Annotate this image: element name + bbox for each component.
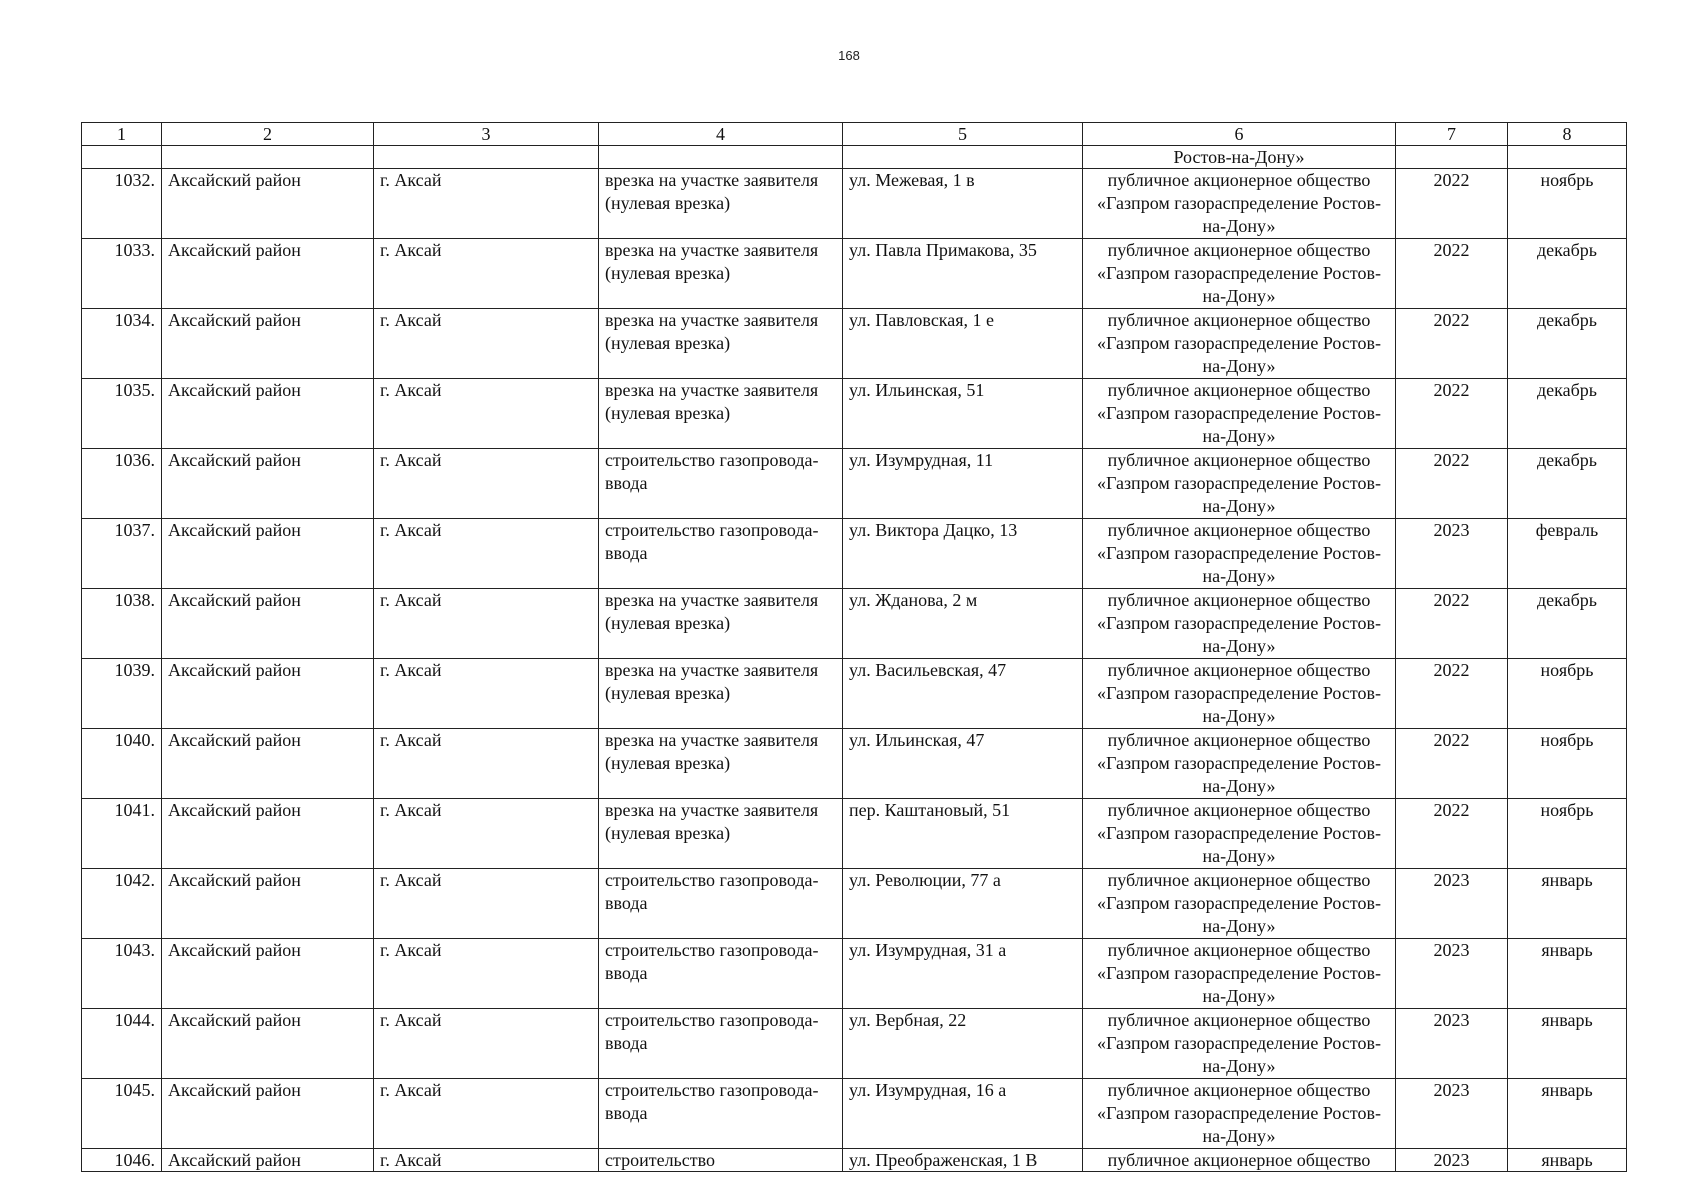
cell-work: врезка на участке заявителя (нулевая врезка) [599, 659, 843, 729]
table-row [82, 1079, 1627, 1149]
cell-year: 2022 [1396, 589, 1508, 659]
table-row [82, 869, 1627, 939]
cell-month: ноябрь [1508, 729, 1627, 799]
cell-district: Аксайский район [162, 169, 374, 239]
cell-work: строительство газопровода-ввода [599, 1009, 843, 1079]
cell-address: ул. Павловская, 1 е [843, 309, 1083, 379]
cell-organization: публичное акционерное общество «Газпром газораспределение Ростов-на-Дону» [1083, 519, 1396, 589]
cell-year: 2022 [1396, 449, 1508, 519]
cell-city: г. Аксай [374, 1009, 599, 1079]
cell-organization: публичное акционерное общество «Газпром газораспределение Ростов-на-Дону» [1083, 309, 1396, 379]
cell-num [82, 146, 162, 169]
cell-organization: публичное акционерное общество «Газпром газораспределение Ростов-на-Дону» [1083, 729, 1396, 799]
cell-organization: публичное акционерное общество «Газпром газораспределение Ростов-на-Дону» [1083, 449, 1396, 519]
cell-month: ноябрь [1508, 799, 1627, 869]
cell-city: г. Аксай [374, 659, 599, 729]
cell-work [599, 146, 843, 169]
cell-year: 2023 [1396, 519, 1508, 589]
cell-work: строительство газопровода-ввода [599, 1079, 843, 1149]
cell-address: ул. Революции, 77 а [843, 869, 1083, 939]
cell-year: 2022 [1396, 729, 1508, 799]
cell-work: строительство газопровода-ввода [599, 519, 843, 589]
cell-num: 1045. [82, 1079, 162, 1149]
cell-city: г. Аксай [374, 309, 599, 379]
cell-address: ул. Ильинская, 47 [843, 729, 1083, 799]
table-header [82, 123, 1627, 146]
cell-work: врезка на участке заявителя (нулевая врезка) [599, 379, 843, 449]
table-row [82, 379, 1627, 449]
cell-city: г. Аксай [374, 1149, 599, 1172]
cell-district: Аксайский район [162, 519, 374, 589]
header-col-4: 4 [599, 123, 843, 146]
table-row [82, 729, 1627, 799]
cell-city: г. Аксай [374, 379, 599, 449]
cell-work: врезка на участке заявителя (нулевая врезка) [599, 729, 843, 799]
cell-year: 2023 [1396, 939, 1508, 1009]
gasification-plan-table [81, 122, 1627, 1172]
table-row [82, 1149, 1627, 1172]
header-col-8: 8 [1508, 123, 1627, 146]
cell-organization: публичное акционерное общество «Газпром газораспределение Ростов-на-Дону» [1083, 1009, 1396, 1079]
cell-city: г. Аксай [374, 729, 599, 799]
cell-num: 1032. [82, 169, 162, 239]
cell-address: ул. Павла Примакова, 35 [843, 239, 1083, 309]
cell-year: 2023 [1396, 869, 1508, 939]
cell-organization: публичное акционерное общество «Газпром газораспределение Ростов-на-Дону» [1083, 799, 1396, 869]
cell-work: строительство [599, 1149, 843, 1172]
cell-organization: публичное акционерное общество «Газпром газораспределение Ростов-на-Дону» [1083, 1079, 1396, 1149]
cell-year: 2022 [1396, 659, 1508, 729]
cell-num: 1042. [82, 869, 162, 939]
cell-num: 1034. [82, 309, 162, 379]
cell-year: 2022 [1396, 239, 1508, 309]
cell-year: 2023 [1396, 1009, 1508, 1079]
cell-month: январь [1508, 1149, 1627, 1172]
header-col-3: 3 [374, 123, 599, 146]
cell-year: 2023 [1396, 1149, 1508, 1172]
cell-city: г. Аксай [374, 519, 599, 589]
cell-district: Аксайский район [162, 1079, 374, 1149]
cell-city: г. Аксай [374, 939, 599, 1009]
cell-city: г. Аксай [374, 449, 599, 519]
cell-work: врезка на участке заявителя (нулевая врезка) [599, 589, 843, 659]
cell-district: Аксайский район [162, 659, 374, 729]
cell-month: январь [1508, 869, 1627, 939]
cell-num: 1035. [82, 379, 162, 449]
cell-district: Аксайский район [162, 799, 374, 869]
cell-address: ул. Ильинская, 51 [843, 379, 1083, 449]
cell-month: январь [1508, 1009, 1627, 1079]
cell-address: ул. Изумрудная, 31 а [843, 939, 1083, 1009]
cell-organization: Ростов-на-Дону» [1083, 146, 1396, 169]
cell-month: ноябрь [1508, 169, 1627, 239]
table-row [82, 589, 1627, 659]
cell-work: врезка на участке заявителя (нулевая врезка) [599, 799, 843, 869]
cell-month: декабрь [1508, 379, 1627, 449]
cell-month: декабрь [1508, 449, 1627, 519]
table-row [82, 239, 1627, 309]
cell-num: 1036. [82, 449, 162, 519]
table-body [82, 146, 1627, 1172]
cell-month: февраль [1508, 519, 1627, 589]
cell-district: Аксайский район [162, 869, 374, 939]
cell-month: январь [1508, 939, 1627, 1009]
cell-organization: публичное акционерное общество «Газпром газораспределение Ростов-на-Дону» [1083, 659, 1396, 729]
cell-work: строительство газопровода-ввода [599, 449, 843, 519]
continuation-row [82, 146, 1627, 169]
cell-district: Аксайский район [162, 239, 374, 309]
cell-district: Аксайский район [162, 939, 374, 1009]
cell-address: ул. Изумрудная, 16 а [843, 1079, 1083, 1149]
cell-num: 1040. [82, 729, 162, 799]
cell-month: декабрь [1508, 589, 1627, 659]
cell-num: 1041. [82, 799, 162, 869]
cell-address: пер. Каштановый, 51 [843, 799, 1083, 869]
cell-district [162, 146, 374, 169]
cell-district: Аксайский район [162, 1009, 374, 1079]
header-col-2: 2 [162, 123, 374, 146]
cell-num: 1044. [82, 1009, 162, 1079]
cell-organization: публичное акционерное общество «Газпром газораспределение Ростов-на-Дону» [1083, 869, 1396, 939]
cell-year: 2022 [1396, 309, 1508, 379]
cell-num: 1037. [82, 519, 162, 589]
header-col-7: 7 [1396, 123, 1508, 146]
table-row [82, 659, 1627, 729]
cell-month: декабрь [1508, 239, 1627, 309]
cell-city: г. Аксай [374, 799, 599, 869]
header-row [82, 123, 1627, 146]
table-row [82, 1009, 1627, 1079]
cell-work: врезка на участке заявителя (нулевая врезка) [599, 309, 843, 379]
cell-district: Аксайский район [162, 309, 374, 379]
cell-month: декабрь [1508, 309, 1627, 379]
cell-organization: публичное акционерное общество «Газпром газораспределение Ростов-на-Дону» [1083, 589, 1396, 659]
page-number: 168 [838, 48, 860, 63]
table-row [82, 939, 1627, 1009]
cell-city: г. Аксай [374, 239, 599, 309]
cell-organization: публичное акционерное общество [1083, 1149, 1396, 1172]
cell-num: 1039. [82, 659, 162, 729]
header-col-1: 1 [82, 123, 162, 146]
cell-organization: публичное акционерное общество «Газпром газораспределение Ростов-на-Дону» [1083, 939, 1396, 1009]
cell-month: январь [1508, 1079, 1627, 1149]
cell-year: 2022 [1396, 379, 1508, 449]
cell-city: г. Аксай [374, 169, 599, 239]
cell-year: 2022 [1396, 169, 1508, 239]
cell-city: г. Аксай [374, 1079, 599, 1149]
cell-num: 1043. [82, 939, 162, 1009]
header-col-5: 5 [843, 123, 1083, 146]
cell-district: Аксайский район [162, 379, 374, 449]
cell-address: ул. Жданова, 2 м [843, 589, 1083, 659]
cell-organization: публичное акционерное общество «Газпром газораспределение Ростов-на-Дону» [1083, 169, 1396, 239]
table-row [82, 169, 1627, 239]
cell-num: 1033. [82, 239, 162, 309]
cell-month [1508, 146, 1627, 169]
table-row [82, 799, 1627, 869]
cell-work: врезка на участке заявителя (нулевая врезка) [599, 239, 843, 309]
header-col-6: 6 [1083, 123, 1396, 146]
cell-work: строительство газопровода-ввода [599, 939, 843, 1009]
cell-address: ул. Вербная, 22 [843, 1009, 1083, 1079]
cell-address: ул. Васильевская, 47 [843, 659, 1083, 729]
cell-organization: публичное акционерное общество «Газпром газораспределение Ростов-на-Дону» [1083, 239, 1396, 309]
cell-district: Аксайский район [162, 449, 374, 519]
cell-address: ул. Преображенская, 1 В [843, 1149, 1083, 1172]
cell-address: ул. Виктора Дацко, 13 [843, 519, 1083, 589]
cell-month: ноябрь [1508, 659, 1627, 729]
cell-address [843, 146, 1083, 169]
cell-district: Аксайский район [162, 1149, 374, 1172]
cell-year: 2022 [1396, 799, 1508, 869]
cell-num: 1038. [82, 589, 162, 659]
table-row [82, 309, 1627, 379]
cell-city: г. Аксай [374, 589, 599, 659]
cell-address: ул. Изумрудная, 11 [843, 449, 1083, 519]
cell-address: ул. Межевая, 1 в [843, 169, 1083, 239]
cell-year [1396, 146, 1508, 169]
table-row [82, 519, 1627, 589]
cell-district: Аксайский район [162, 589, 374, 659]
cell-city [374, 146, 599, 169]
table-row [82, 449, 1627, 519]
cell-organization: публичное акционерное общество «Газпром газораспределение Ростов-на-Дону» [1083, 379, 1396, 449]
cell-work: строительство газопровода-ввода [599, 869, 843, 939]
cell-city: г. Аксай [374, 869, 599, 939]
cell-num: 1046. [82, 1149, 162, 1172]
cell-year: 2023 [1396, 1079, 1508, 1149]
cell-work: врезка на участке заявителя (нулевая врезка) [599, 169, 843, 239]
cell-district: Аксайский район [162, 729, 374, 799]
